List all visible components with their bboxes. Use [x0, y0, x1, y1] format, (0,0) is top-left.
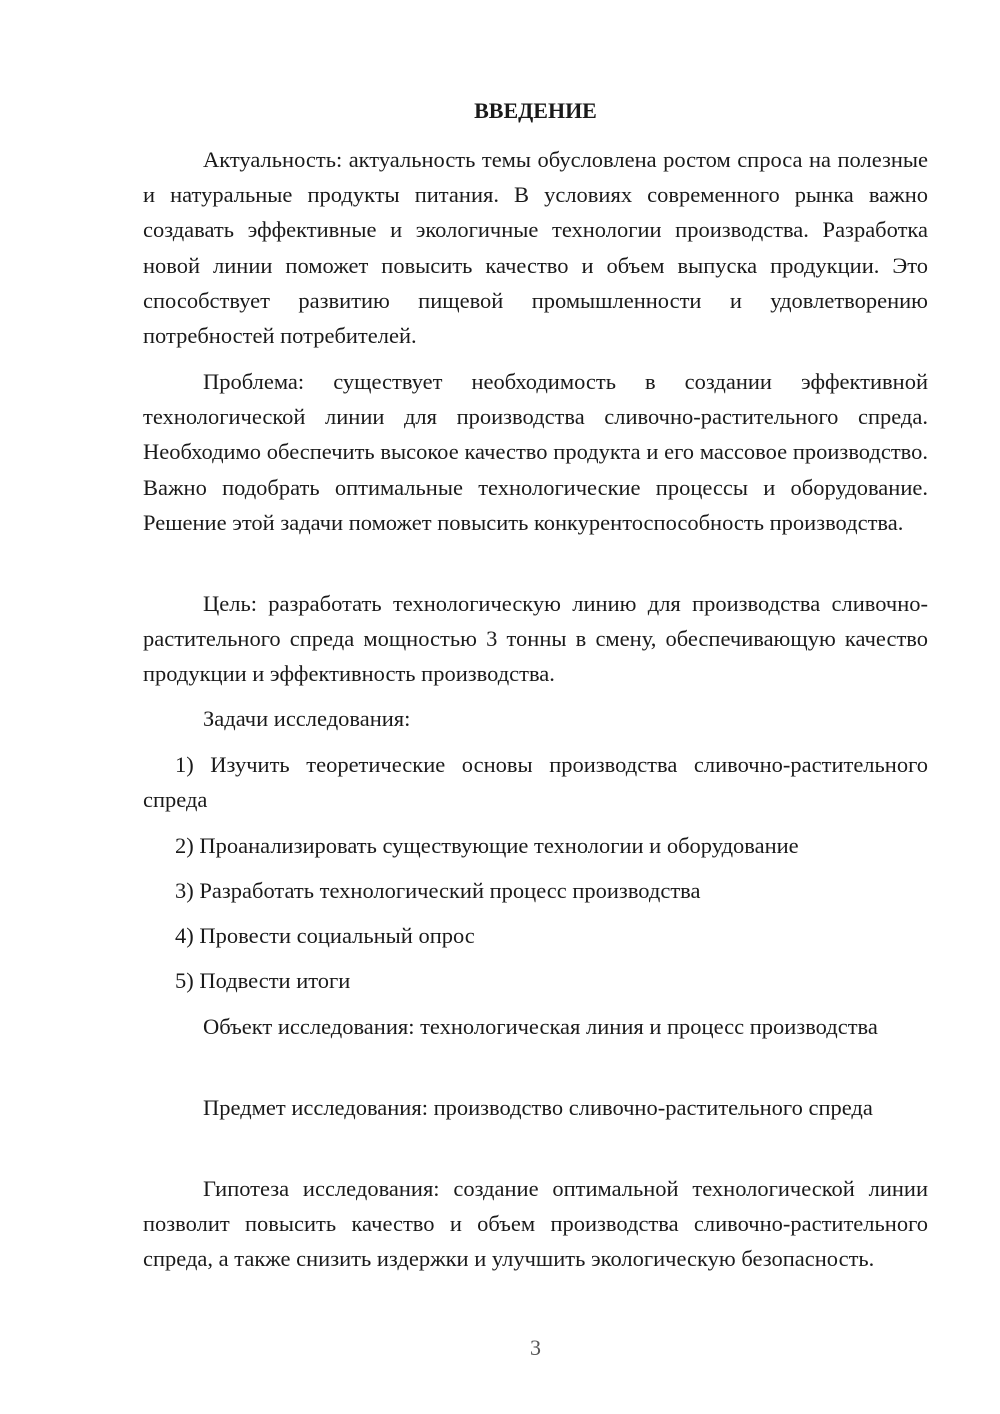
- goal-paragraph: Цель: разработать технологическую линию для производства сливочно-растительного спреда мощностью 3 тонны в смену, обеспечивающую качество продукции и эффективность производства.: [143, 591, 928, 687]
- task-item-1: 1) Изучить теоретические основы производства сливочно-растительного спреда: [143, 752, 928, 813]
- task-item-2: 2) Проанализировать существующие технологии и оборудование: [175, 833, 799, 858]
- task-item-4: 4) Провести социальный опрос: [175, 923, 475, 948]
- task-item-3: 3) Разработать технологический процесс производства: [175, 878, 701, 903]
- problem-paragraph: Проблема: существует необходимость в создании эффективной технологической линии для производства сливочно-растительного спреда. Необходимо обеспечить высокое качество продукта и его массовое производство. Важно подобрать оптимальные технологические процессы и оборудование. Решение этой задачи поможет повысить конкурентоспособность производства.: [143, 369, 928, 535]
- page-title: ВВЕДЕНИЕ: [474, 98, 597, 123]
- task-item-5: 5) Подвести итоги: [175, 968, 351, 993]
- subject-paragraph: Предмет исследования: производство сливочно-растительного спреда: [203, 1095, 873, 1120]
- document-page: [143, 0, 928, 1414]
- tasks-heading: Задачи исследования:: [203, 706, 411, 731]
- relevance-paragraph: Актуальность: актуальность темы обусловлена ростом спроса на полезные и натуральные продукты питания. В условиях современного рынка важно создавать эффективные и экологичные технологии производства. Разработка новой линии поможет повысить качество и объем выпуска продукции. Это способствует развитию пищевой промышленности и удовлетворению потребностей потребителей.: [143, 147, 928, 349]
- hypothesis-paragraph: Гипотеза исследования: создание оптимальной технологической линии позволит повысить качество и объем производства сливочно-растительного спреда, а также снизить издержки и улучшить экологическую безопасность.: [143, 1176, 928, 1272]
- page-number: 3: [530, 1335, 541, 1360]
- object-paragraph: Объект исследования: технологическая линия и процесс производства: [203, 1014, 878, 1039]
